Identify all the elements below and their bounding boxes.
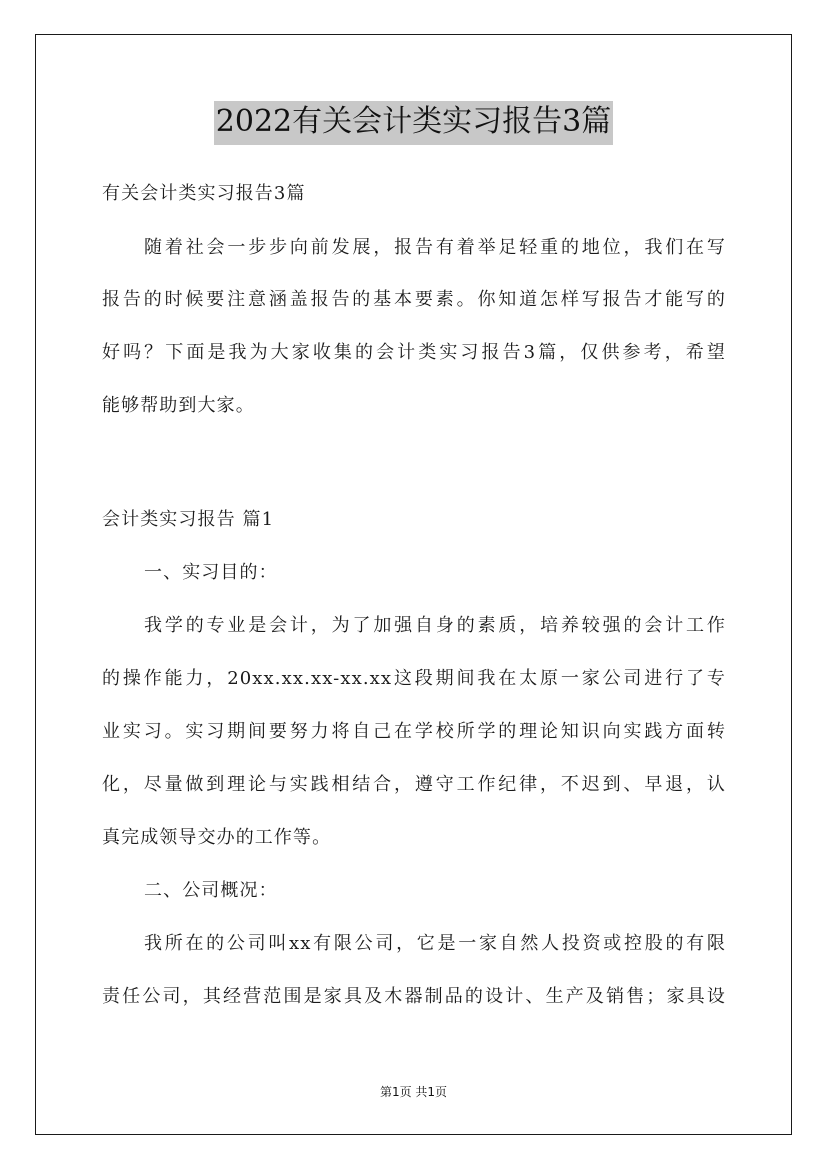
part2-line-2: 责任公司，其经营范围是家具及木器制品的设计、生产及销售；家具设 [102,986,726,1007]
part2-line-1: 我所在的公司叫xx有限公司，它是一家自然人投资或控股的有限 [144,933,726,954]
title-container [0,101,827,145]
part1-line-3: 业实习。实习期间要努力将自己在学校所学的理论知识向实践方面转 [102,721,726,742]
page-number: 第1页 共1页 [379,1085,448,1099]
section-heading: 会计类实习报告 篇1 [102,509,275,530]
part1-line-4: 化，尽量做到理论与实践相结合，遵守工作纪律，不迟到、早退，认 [102,774,726,795]
part1-line-2: 的操作能力，20xx.xx.xx-xx.xx这段期间我在太原一家公司进行了专 [102,668,726,689]
part1-line-1: 我学的专业是会计，为了加强自身的素质，培养较强的会计工作 [144,615,726,636]
subtitle: 有关会计类实习报告3篇 [102,183,306,204]
intro-line-1: 随着社会一步步向前发展，报告有着举足轻重的地位，我们在写 [144,237,726,258]
intro-line-3: 好吗？下面是我为大家收集的会计类实习报告3篇，仅供参考，希望 [102,342,726,363]
part1-line-5: 真完成领导交办的工作等。 [102,827,332,848]
intro-line-2: 报告的时候要注意涵盖报告的基本要素。你知道怎样写报告才能写的 [102,289,726,310]
part1-heading: 一、实习目的： [144,562,278,583]
intro-line-4: 能够帮助到大家。 [102,395,255,416]
part2-heading: 二、公司概况： [144,880,278,901]
document-title: 2022有关会计类实习报告3篇 [214,101,613,145]
